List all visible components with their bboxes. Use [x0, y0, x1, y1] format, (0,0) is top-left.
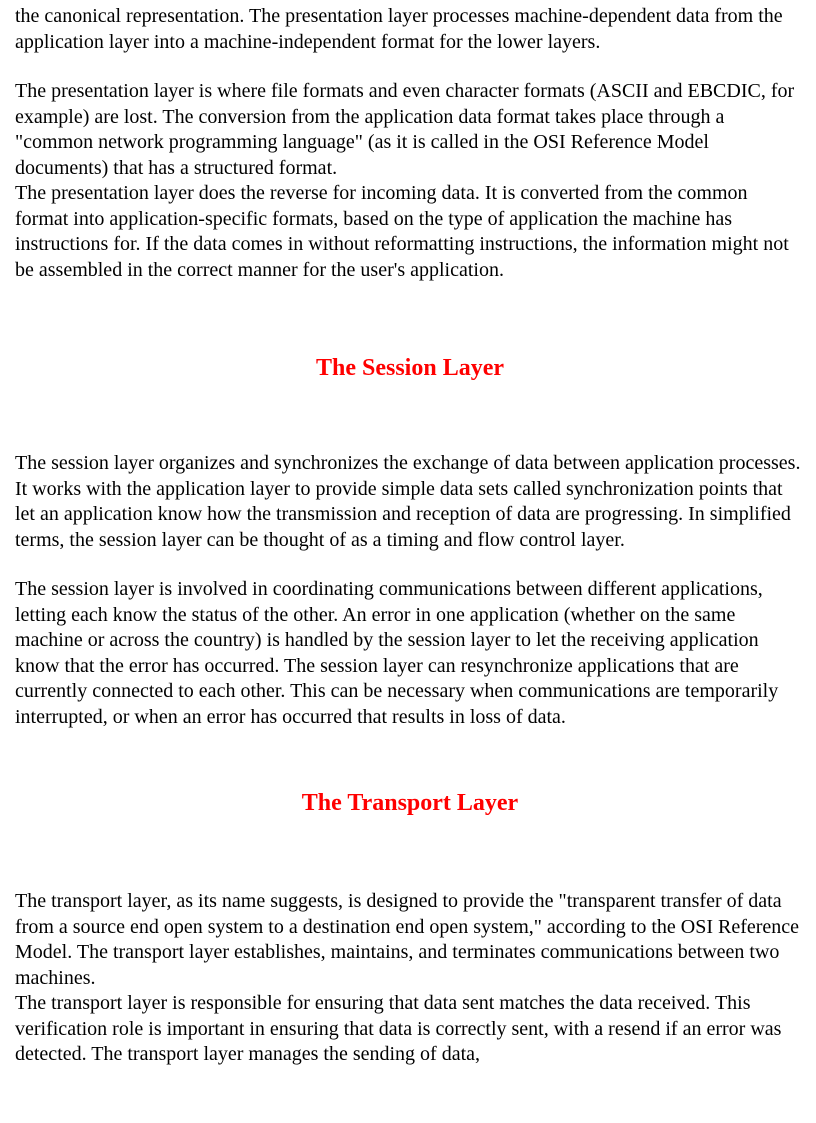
paragraph-session-2: The session layer is involved in coordinating communications between different applications, letting each know the status of the other. An error in one application (whether on the same machine or across the country) is handled by the session layer to let the receiving application know that the error has occurred. The session layer can resynchronize applications that are currently connected to each other. This can be necessary when communications are temporarily interrupted, or when an error has occurred that results in loss of data. — [15, 578, 779, 728]
paragraph-session-1: The session layer organizes and synchronizes the exchange of data between application processes. It works with the application layer to provide simple data sets called synchronization points that let an application know how the transmission and reception of data are progressing. In simplified terms, the session layer can be thought of as a timing and flow control layer. — [15, 452, 801, 551]
paragraph-presentation-1: the canonical representation. The presentation layer processes machine-dependent data from the application layer into a machine-independent format for the lower layers. — [15, 5, 783, 53]
session-layer-heading: The Session Layer — [315, 355, 504, 381]
paragraph-transport-2: The transport layer is responsible for ensuring that data sent matches the data received. This verification role is important in ensuring that data is correctly sent, with a resend if an error was detected. The transport layer manages the sending of data, — [15, 992, 782, 1065]
paragraph-transport-1: The transport layer, as its name suggests, is designed to provide the "transparent transfer of data from a source end open system to a destination end open system," according to the OSI Reference Model. The transport layer establishes, maintains, and terminates communications between two machines. — [15, 890, 800, 989]
transport-layer-heading: The Transport Layer — [301, 790, 519, 816]
paragraph-presentation-3: The presentation layer does the reverse for incoming data. It is converted from the common format into application-specific formats, based on the type of application the machine has instructions for. If the data comes in without reformatting instructions, the information might not be assembled in the correct manner for the user's application. — [15, 182, 789, 281]
paragraph-presentation-2: The presentation layer is where file formats and even character formats (ASCII and EBCDIC, for example) are lost. The conversion from the application data format takes place through a "common network programming language" (as it is called in the OSI Reference Model documents) that has a structured format. — [15, 80, 795, 179]
